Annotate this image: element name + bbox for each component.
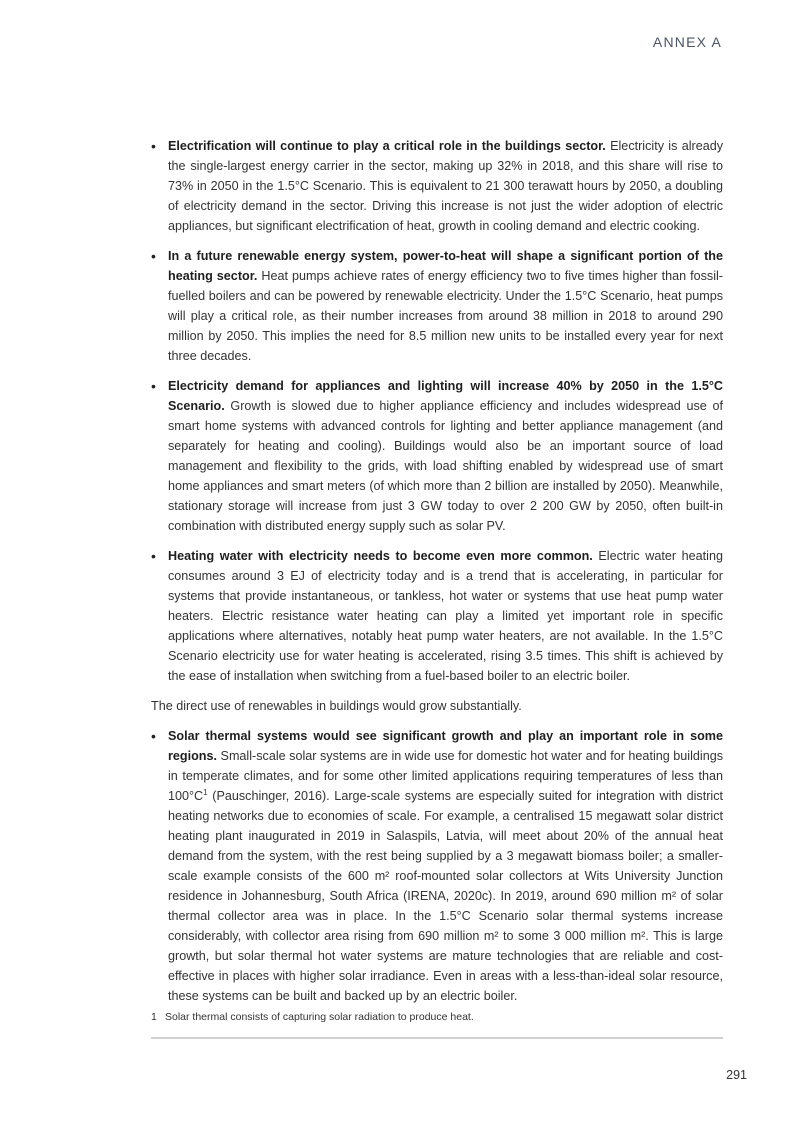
bullet-item	[151, 546, 723, 686]
running-header: ANNEX A	[652, 34, 722, 50]
page-number: 291	[726, 1068, 747, 1082]
bullet-text: Growth is slowed due to higher appliance efficiency and includes widespread use of smart home systems with advanced controls for lighting and better appliance management (and separately for heating and cooling). Buildings would also be an important source of load management and flexibility to the grids, with load shifting enabled by widespread use of smart home appliances and smart meters (of which more than 2 billion are installed by 2050). Meanwhile, stationary storage will increase from just 3 GW today to over 2 200 GW by 2050, often built-in combination with distributed energy supply such as solar PV.	[168, 399, 723, 533]
bullet-lead: Electrification will continue to play a critical role in the buildings sector.	[168, 139, 606, 153]
bullet-item	[151, 246, 723, 366]
footnote-text: Solar thermal consists of capturing solar radiation to produce heat.	[165, 1011, 474, 1023]
bullet-lead: Solar thermal systems would see significant growth and play an important role in some regions.	[168, 729, 723, 763]
bullet-list-renewables	[151, 726, 723, 1006]
footnote	[151, 1011, 723, 1023]
bullet-text-continued: (Pauschinger, 2016). Large-scale systems are especially suited for integration with district heating networks due to economies of scale. For example, a centralised 15 megawatt solar district heating plant inaugurated in 2019 in Salaspils, Latvia, will meet about 20% of the annual heat demand from the system, with the rest being supplied by a 3 megawatt biomass boiler; a smaller-scale example consists of the 600 m² roof-mounted solar collectors at Wits University Junction residence in Johannesburg, South Africa (IRENA, 2020c). In 2019, around 690 million m² of solar thermal collector area was in place. In the 1.5°C Scenario solar thermal systems increase considerably, with collector area rising from 690 million m² to some 3 000 million m². This is large growth, but solar thermal hot water systems are mature technologies that are reliable and cost-effective in places with higher solar irradiance. Even in areas with a less-than-ideal solar resource, these systems can be built and backed up by an electric boiler.	[168, 789, 723, 1003]
bullet-item	[151, 726, 723, 1006]
body-paragraph: The direct use of renewables in buildings would grow substantially.	[151, 699, 522, 713]
bullet-text: Electric water heating consumes around 3 EJ of electricity today and is a trend that is accelerating, in particular for systems that provide instantaneous, or tankless, hot water or systems that use heat pump water heaters. Electric resistance water heating can play a limited yet important role in specific applications where alternatives, notably heat pump water heaters, are not available. In the 1.5°C Scenario electricity use for water heating is accelerated, rising 3.5 times. This shift is achieved by the ease of installation when switching from a fuel-based boiler to an electric boiler.	[168, 549, 723, 683]
bullet-list-electrification	[151, 136, 723, 686]
bullet-lead: Heating water with electricity needs to become even more common.	[168, 549, 593, 563]
footnote-reference[interactable]: 1	[203, 787, 208, 797]
bullet-item	[151, 376, 723, 536]
bullet-text: Electricity is already the single-largest energy carrier in the sector, making up 32% in 2018, and this share will rise to 73% in 2050 in the 1.5°C Scenario. This is equivalent to 21 300 terawatt hours by 2050, a doubling of electricity demand in the sector. Driving this increase is not just the wider adoption of electric appliances, but significant electrification of heat, growth in cooling demand and electric cooking.	[168, 139, 723, 233]
bullet-lead: In a future renewable energy system, power-to-heat will shape a significant portion of the heating sector.	[168, 249, 723, 283]
bullet-text: Heat pumps achieve rates of energy efficiency two to five times higher than fossil-fuelled boilers and can be powered by renewable electricity. Under the 1.5°C Scenario, heat pumps will play a critical role, as their number increases from around 38 million in 2018 to around 290 million by 2050. This implies the need for 8.5 million new units to be installed every year for next three decades.	[168, 269, 723, 363]
bullet-item	[151, 136, 723, 236]
bullet-lead: Electricity demand for appliances and lighting will increase 40% by 2050 in the 1.5°C Scenario.	[168, 379, 723, 413]
footnote-number: 1	[151, 1011, 157, 1023]
page-body	[151, 136, 723, 1016]
footnote-divider	[151, 1037, 723, 1039]
bullet-text: Small-scale solar systems are in wide use for domestic hot water and for heating buildings in temperate climates, and for some other limited applications requiring temperatures of less than 100°C	[168, 749, 723, 803]
